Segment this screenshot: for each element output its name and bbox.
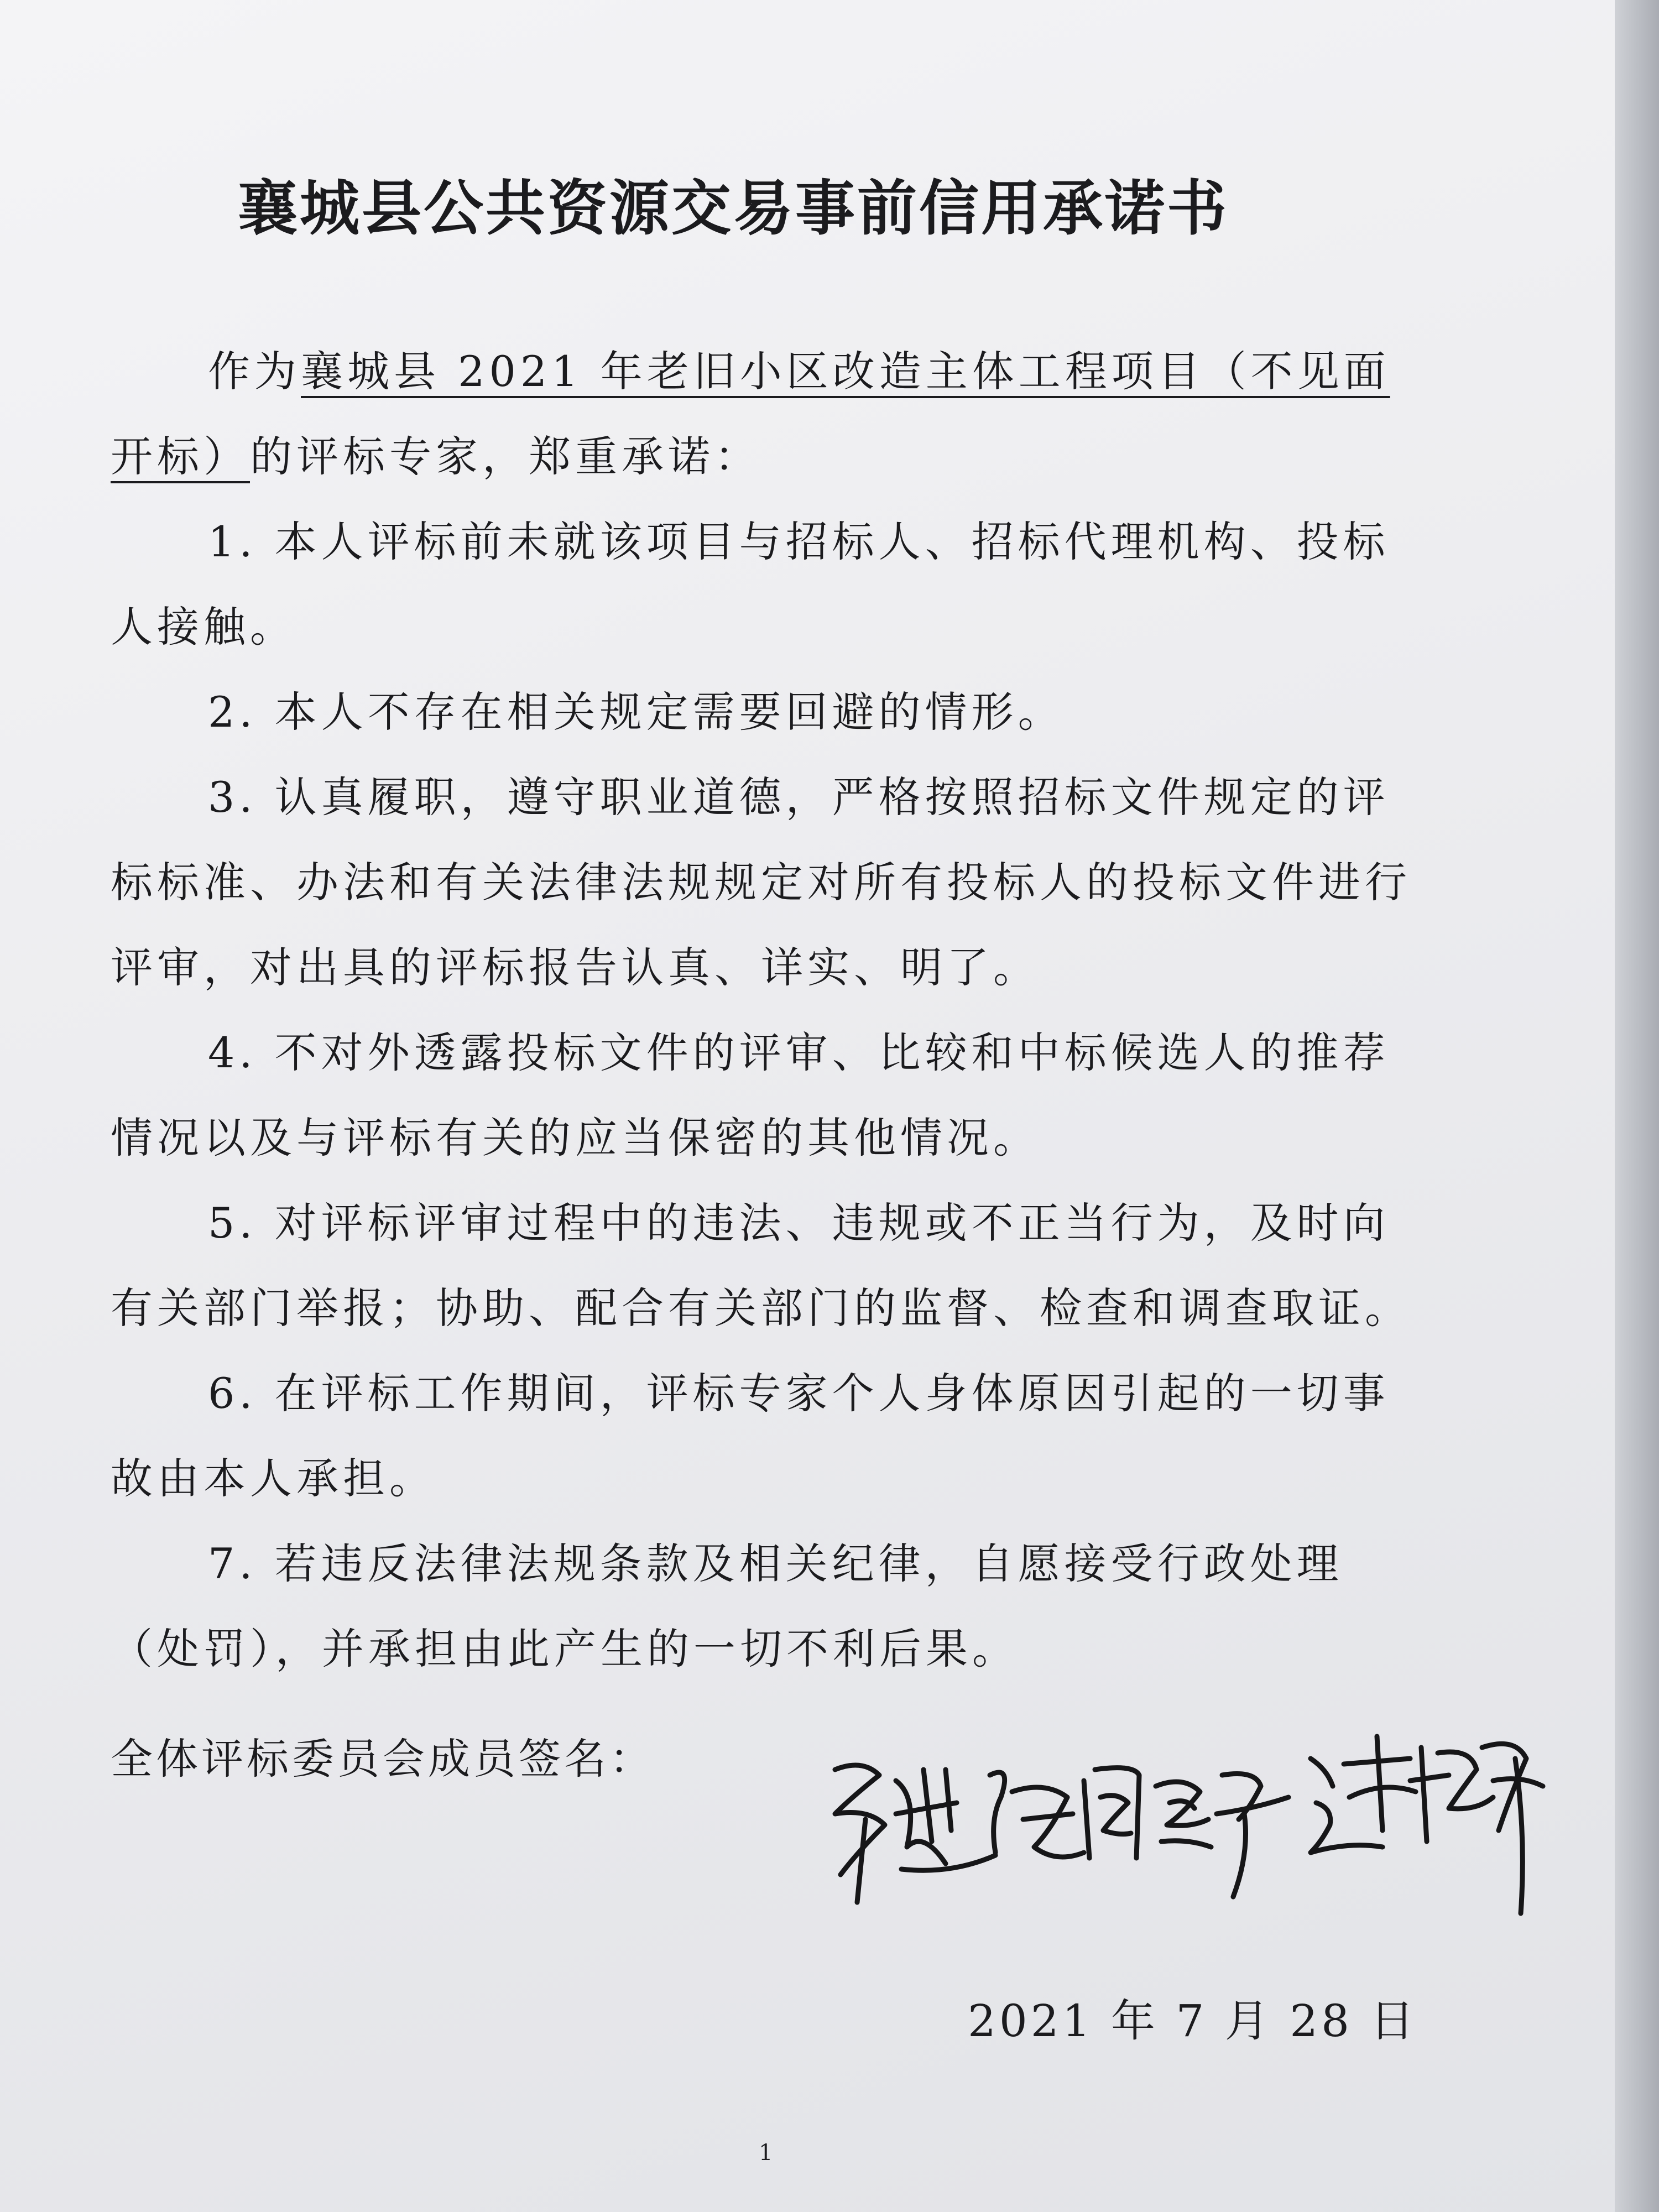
commitment-item: 2. 本人不存在相关规定需要回避的情形。: [208, 687, 1065, 737]
intro-paragraph: [111, 329, 1427, 499]
signing-date: 2021 年 7 月 28 日: [968, 1995, 1418, 2047]
paper-edge: [1615, 0, 1659, 2212]
document-body: [111, 329, 1427, 1692]
commitment-item: 4. 不对外透露投标文件的评审、比较和中标候选人的推荐情况以及与评标有关的应当保密的其他情况。: [111, 1028, 1390, 1162]
commitment-item: 7. 若违反法律法规条款及相关纪律，自愿接受行政处理（处罚），并承担由此产生的一切不利后果。: [111, 1539, 1343, 1673]
signature-2: [1073, 1736, 1305, 1913]
intro-suffix: 的评标专家，郑重承诺：: [250, 432, 761, 481]
commitment-item: 1. 本人评标前未就该项目与招标人、招标代理机构、投标人接触。: [111, 517, 1390, 651]
signature-label: 全体评标委员会成员签名：: [111, 1734, 655, 1783]
signature-3: [1300, 1714, 1554, 1924]
commitment-item: 6. 在评标工作期间，评标专家个人身体原因引起的一切事故由本人承担。: [111, 1369, 1390, 1503]
project-name: 襄城县 2021 年老旧小区改造主体工程项目（不见面开标）: [111, 347, 1390, 481]
document-title: 襄城县公共资源交易事前信用承诺书: [238, 174, 1229, 243]
intro-prefix: 作为: [208, 347, 301, 396]
commitment-item: 5. 对评标评审过程中的违法、违规或不正当行为，及时向有关部门举报；协助、配合有关部门的监督、检查和调查取证。: [111, 1198, 1411, 1333]
signature-1: [813, 1736, 1100, 1913]
handwritten-signatures: [813, 1714, 1554, 1924]
page-number: 1: [759, 2140, 773, 2166]
commitment-item: 3. 认真履职，遵守职业道德，严格按照招标文件规定的评标标准、办法和有关法律法规规定对所有投标人的投标文件进行评审，对出具的评标报告认真、详实、明了。: [111, 773, 1411, 992]
